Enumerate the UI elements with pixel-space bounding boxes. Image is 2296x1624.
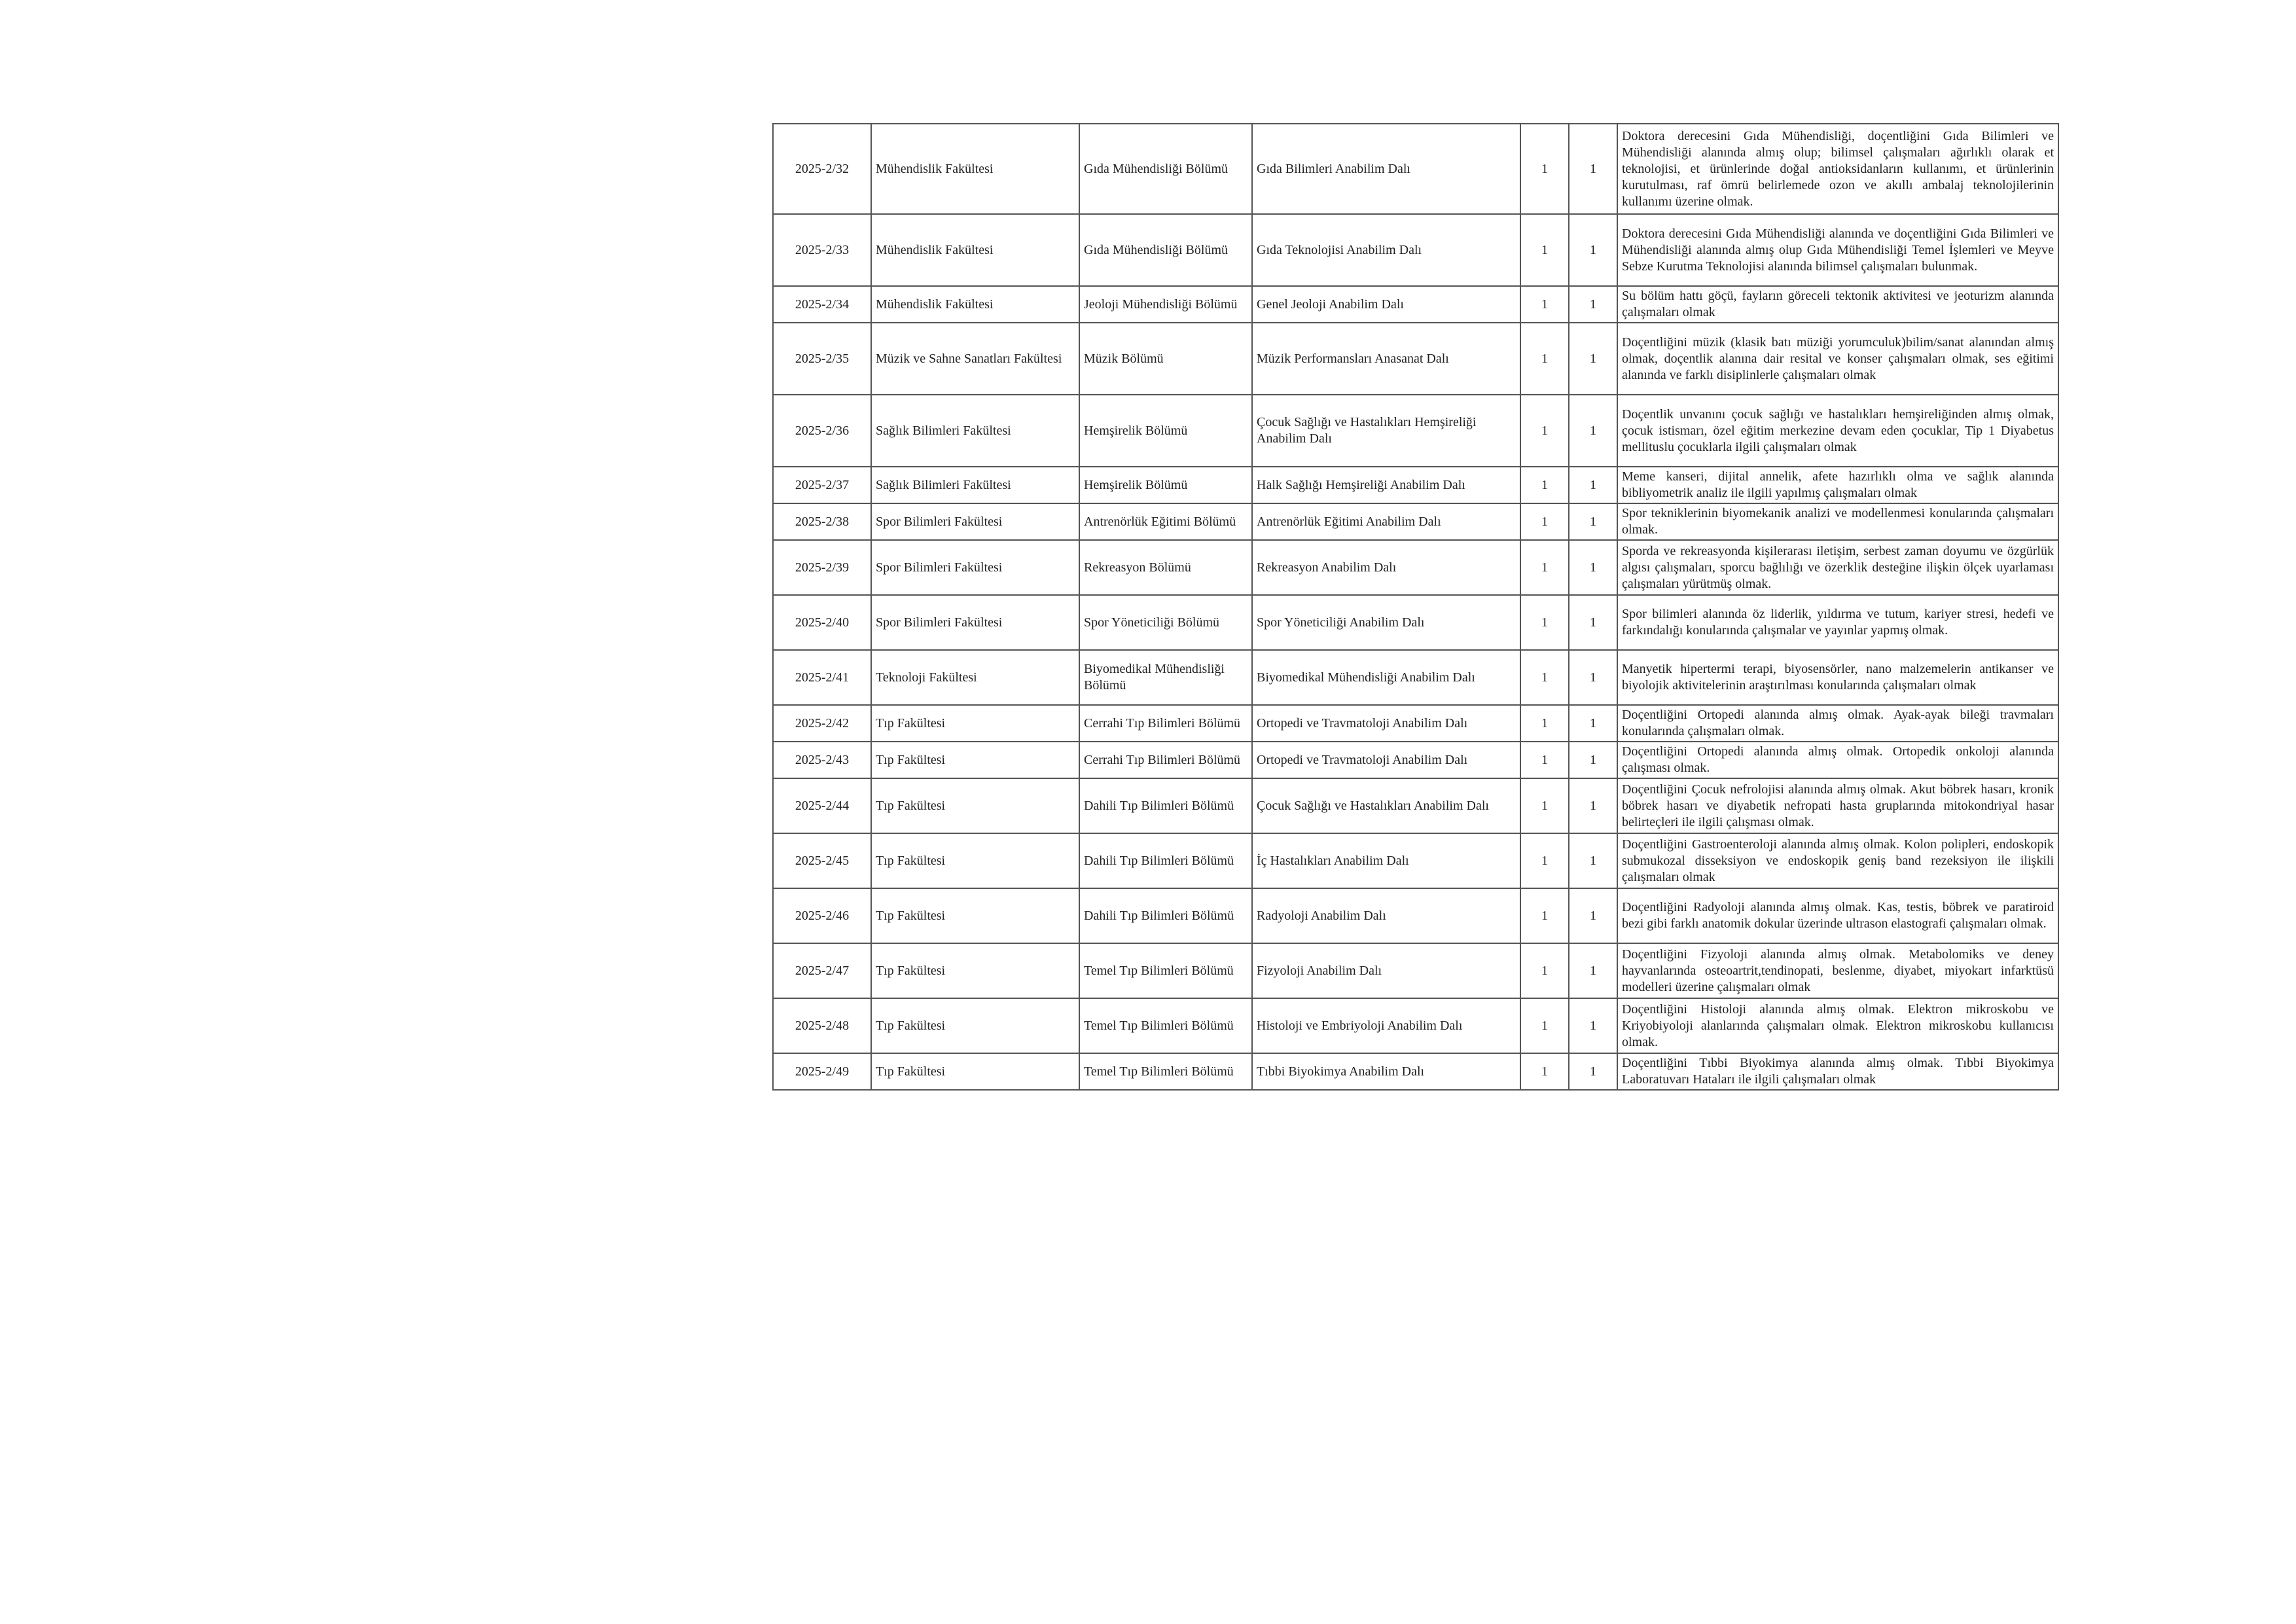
anabilim-dali-cell: Çocuk Sağlığı ve Hastalıkları Hemşireliği Anabilim Dalı — [1252, 395, 1520, 467]
ilan-no-cell: 2025-2/34 — [773, 286, 871, 323]
bolum-cell: Dahili Tıp Bilimleri Bölümü — [1079, 888, 1252, 943]
bolum-cell: Antrenörlük Eğitimi Bölümü — [1079, 503, 1252, 540]
kadro-cell: 1 — [1520, 595, 1569, 650]
anabilim-dali-cell: Histoloji ve Embriyoloji Anabilim Dalı — [1252, 998, 1520, 1053]
adet-cell: 1 — [1569, 998, 1617, 1053]
fakulte-cell: Spor Bilimleri Fakültesi — [871, 540, 1079, 595]
table-row — [773, 705, 2058, 742]
adet-cell: 1 — [1569, 778, 1617, 833]
aciklama-cell: Doçentliğini Histoloji alanında almış olmak. Elektron mikroskobu ve Kriyobiyoloji alanlarında çalışmaları olmak. Elektron mikroskobu kullanıcısı olmak. — [1617, 998, 2058, 1053]
kadro-cell: 1 — [1520, 395, 1569, 467]
kadro-cell: 1 — [1520, 1053, 1569, 1090]
adet-cell: 1 — [1569, 286, 1617, 323]
ilan-no-cell: 2025-2/44 — [773, 778, 871, 833]
fakulte-cell: Tıp Fakültesi — [871, 1053, 1079, 1090]
anabilim-dali-cell: Gıda Teknolojisi Anabilim Dalı — [1252, 214, 1520, 286]
ilan-no-cell: 2025-2/45 — [773, 833, 871, 888]
aciklama-cell: Doçentliğini Çocuk nefrolojisi alanında almış olmak. Akut böbrek hasarı, kronik böbrek hasarı ve diyabetik nefropati hasta gruplarında mitokondriyal hasar belirteçleri ile ilgili çalışması olmak. — [1617, 778, 2058, 833]
aciklama-cell: Doçentliğini Radyoloji alanında almış olmak. Kas, testis, böbrek ve paratiroid bezi gibi farklı anatomik dokular üzerinde ultrason elastografi çalışmaları olmak. — [1617, 888, 2058, 943]
adet-cell: 1 — [1569, 214, 1617, 286]
bolum-cell: Hemşirelik Bölümü — [1079, 467, 1252, 503]
table-row — [773, 214, 2058, 286]
adet-cell: 1 — [1569, 650, 1617, 705]
fakulte-cell: Teknoloji Fakültesi — [871, 650, 1079, 705]
ilan-no-cell: 2025-2/37 — [773, 467, 871, 503]
bolum-cell: Cerrahi Tıp Bilimleri Bölümü — [1079, 705, 1252, 742]
ilan-no-cell: 2025-2/39 — [773, 540, 871, 595]
adet-cell: 1 — [1569, 540, 1617, 595]
table-row — [773, 595, 2058, 650]
aciklama-cell: Doçentliğini Ortopedi alanında almış olmak. Ayak-ayak bileği travmaları konularında çalışmaları olmak. — [1617, 705, 2058, 742]
table-row — [773, 323, 2058, 395]
fakulte-cell: Tıp Fakültesi — [871, 943, 1079, 998]
ilan-no-cell: 2025-2/36 — [773, 395, 871, 467]
aciklama-cell: Spor bilimleri alanında öz liderlik, yıldırma ve tutum, kariyer stresi, hedefi ve farkındalığı konularında çalışmalar ve yayınlar yapmış olmak. — [1617, 595, 2058, 650]
bolum-cell: Biyomedikal Mühendisliği Bölümü — [1079, 650, 1252, 705]
table-row — [773, 395, 2058, 467]
position-table-body — [773, 124, 2058, 1090]
table-row — [773, 286, 2058, 323]
ilan-no-cell: 2025-2/47 — [773, 943, 871, 998]
ilan-no-cell: 2025-2/40 — [773, 595, 871, 650]
kadro-cell: 1 — [1520, 286, 1569, 323]
aciklama-cell: Meme kanseri, dijital annelik, afete hazırlıklı olma ve sağlık alanında bibliyometrik analiz ile ilgili yapılmış çalışmaları olmak — [1617, 467, 2058, 503]
aciklama-cell: Sporda ve rekreasyonda kişilerarası iletişim, serbest zaman doyumu ve özgürlük algısı çalışmaları, sporcu bağlılığı ve özerklik desteğine ilişkin ölçek uyarlaması çalışmaları yürütmüş olmak. — [1617, 540, 2058, 595]
anabilim-dali-cell: Spor Yöneticiliği Anabilim Dalı — [1252, 595, 1520, 650]
ilan-no-cell: 2025-2/41 — [773, 650, 871, 705]
anabilim-dali-cell: Fizyoloji Anabilim Dalı — [1252, 943, 1520, 998]
bolum-cell: Gıda Mühendisliği Bölümü — [1079, 214, 1252, 286]
ilan-no-cell: 2025-2/38 — [773, 503, 871, 540]
bolum-cell: Gıda Mühendisliği Bölümü — [1079, 124, 1252, 214]
bolum-cell: Rekreasyon Bölümü — [1079, 540, 1252, 595]
bolum-cell: Dahili Tıp Bilimleri Bölümü — [1079, 833, 1252, 888]
kadro-cell: 1 — [1520, 742, 1569, 778]
anabilim-dali-cell: Müzik Performansları Anasanat Dalı — [1252, 323, 1520, 395]
bolum-cell: Spor Yöneticiliği Bölümü — [1079, 595, 1252, 650]
adet-cell: 1 — [1569, 943, 1617, 998]
aciklama-cell: Doçentlik unvanını çocuk sağlığı ve hastalıkları hemşireliğinden almış olmak, çocuk istismarı, özel eğitim merkezine devam eden çocuklar, Tip 1 Diyabetus mellituslu çocuklarla ilgili çalışmaları olmak — [1617, 395, 2058, 467]
ilan-no-cell: 2025-2/42 — [773, 705, 871, 742]
table-row — [773, 742, 2058, 778]
adet-cell: 1 — [1569, 467, 1617, 503]
fakulte-cell: Mühendislik Fakültesi — [871, 124, 1079, 214]
table-row — [773, 943, 2058, 998]
fakulte-cell: Müzik ve Sahne Sanatları Fakültesi — [871, 323, 1079, 395]
fakulte-cell: Sağlık Bilimleri Fakültesi — [871, 395, 1079, 467]
anabilim-dali-cell: Çocuk Sağlığı ve Hastalıkları Anabilim Dalı — [1252, 778, 1520, 833]
table-row — [773, 888, 2058, 943]
fakulte-cell: Tıp Fakültesi — [871, 778, 1079, 833]
anabilim-dali-cell: Gıda Bilimleri Anabilim Dalı — [1252, 124, 1520, 214]
anabilim-dali-cell: Tıbbi Biyokimya Anabilim Dalı — [1252, 1053, 1520, 1090]
kadro-cell: 1 — [1520, 888, 1569, 943]
aciklama-cell: Manyetik hipertermi terapi, biyosensörler, nano malzemelerin antikanser ve biyolojik aktivitelerinin araştırılması konularında çalışmaları olmak — [1617, 650, 2058, 705]
table-row — [773, 124, 2058, 214]
kadro-cell: 1 — [1520, 833, 1569, 888]
aciklama-cell: Doçentliğini Tıbbi Biyokimya alanında almış olmak. Tıbbi Biyokimya Laboratuvarı Hataları ile ilgili çalışmaları olmak — [1617, 1053, 2058, 1090]
table-row — [773, 650, 2058, 705]
aciklama-cell: Doktora derecesini Gıda Mühendisliği, doçentliğini Gıda Bilimleri ve Mühendisliği alanında almış olup; bilimsel çalışmaları ağırlıklı olarak et teknolojisi, et ürünlerinde doğal antioksidanların kullanımı, et ürünlerinin kurutulması, raf ömrü belirlemede ozon ve akıllı ambalaj teknolojilerinin kullanımı üzerine olmak. — [1617, 124, 2058, 214]
position-table — [772, 123, 2059, 1091]
adet-cell: 1 — [1569, 323, 1617, 395]
adet-cell: 1 — [1569, 705, 1617, 742]
ilan-no-cell: 2025-2/43 — [773, 742, 871, 778]
fakulte-cell: Mühendislik Fakültesi — [871, 286, 1079, 323]
bolum-cell: Müzik Bölümü — [1079, 323, 1252, 395]
fakulte-cell: Tıp Fakültesi — [871, 888, 1079, 943]
adet-cell: 1 — [1569, 888, 1617, 943]
kadro-cell: 1 — [1520, 124, 1569, 214]
anabilim-dali-cell: Antrenörlük Eğitimi Anabilim Dalı — [1252, 503, 1520, 540]
kadro-cell: 1 — [1520, 705, 1569, 742]
ilan-no-cell: 2025-2/49 — [773, 1053, 871, 1090]
anabilim-dali-cell: Halk Sağlığı Hemşireliği Anabilim Dalı — [1252, 467, 1520, 503]
bolum-cell: Hemşirelik Bölümü — [1079, 395, 1252, 467]
anabilim-dali-cell: İç Hastalıkları Anabilim Dalı — [1252, 833, 1520, 888]
table-row — [773, 540, 2058, 595]
fakulte-cell: Sağlık Bilimleri Fakültesi — [871, 467, 1079, 503]
aciklama-cell: Doçentliğini müzik (klasik batı müziği yorumculuk)bilim/sanat alanından almış olmak, doçentlik alanına dair resital ve konser çalışmaları olmak, ses eğitimi alanında ve farklı disiplinlerle çalışmaları olmak — [1617, 323, 2058, 395]
bolum-cell: Temel Tıp Bilimleri Bölümü — [1079, 998, 1252, 1053]
fakulte-cell: Tıp Fakültesi — [871, 742, 1079, 778]
kadro-cell: 1 — [1520, 503, 1569, 540]
kadro-cell: 1 — [1520, 323, 1569, 395]
ilan-no-cell: 2025-2/33 — [773, 214, 871, 286]
bolum-cell: Temel Tıp Bilimleri Bölümü — [1079, 943, 1252, 998]
adet-cell: 1 — [1569, 742, 1617, 778]
fakulte-cell: Spor Bilimleri Fakültesi — [871, 595, 1079, 650]
table-row — [773, 503, 2058, 540]
aciklama-cell: Doçentliğini Ortopedi alanında almış olmak. Ortopedik onkoloji alanında çalışması olmak. — [1617, 742, 2058, 778]
fakulte-cell: Spor Bilimleri Fakültesi — [871, 503, 1079, 540]
anabilim-dali-cell: Radyoloji Anabilim Dalı — [1252, 888, 1520, 943]
adet-cell: 1 — [1569, 503, 1617, 540]
anabilim-dali-cell: Rekreasyon Anabilim Dalı — [1252, 540, 1520, 595]
adet-cell: 1 — [1569, 124, 1617, 214]
ilan-no-cell: 2025-2/32 — [773, 124, 871, 214]
anabilim-dali-cell: Genel Jeoloji Anabilim Dalı — [1252, 286, 1520, 323]
adet-cell: 1 — [1569, 395, 1617, 467]
kadro-cell: 1 — [1520, 540, 1569, 595]
kadro-cell: 1 — [1520, 998, 1569, 1053]
table-row — [773, 998, 2058, 1053]
kadro-cell: 1 — [1520, 650, 1569, 705]
table-row — [773, 833, 2058, 888]
adet-cell: 1 — [1569, 595, 1617, 650]
fakulte-cell: Tıp Fakültesi — [871, 833, 1079, 888]
fakulte-cell: Tıp Fakültesi — [871, 998, 1079, 1053]
anabilim-dali-cell: Biyomedikal Mühendisliği Anabilim Dalı — [1252, 650, 1520, 705]
kadro-cell: 1 — [1520, 467, 1569, 503]
kadro-cell: 1 — [1520, 778, 1569, 833]
anabilim-dali-cell: Ortopedi ve Travmatoloji Anabilim Dalı — [1252, 705, 1520, 742]
fakulte-cell: Tıp Fakültesi — [871, 705, 1079, 742]
ilan-no-cell: 2025-2/46 — [773, 888, 871, 943]
table-row — [773, 467, 2058, 503]
bolum-cell: Dahili Tıp Bilimleri Bölümü — [1079, 778, 1252, 833]
adet-cell: 1 — [1569, 833, 1617, 888]
ilan-no-cell: 2025-2/48 — [773, 998, 871, 1053]
ilan-no-cell: 2025-2/35 — [773, 323, 871, 395]
fakulte-cell: Mühendislik Fakültesi — [871, 214, 1079, 286]
table-row — [773, 778, 2058, 833]
aciklama-cell: Doçentliğini Fizyoloji alanında almış olmak. Metabolomiks ve deney hayvanlarında osteoartrit,tendinopati, beslenme, diyabet, miyokart infarktüsü modelleri üzerine çalışmaları olmak — [1617, 943, 2058, 998]
bolum-cell: Jeoloji Mühendisliği Bölümü — [1079, 286, 1252, 323]
table-row — [773, 1053, 2058, 1090]
kadro-cell: 1 — [1520, 943, 1569, 998]
bolum-cell: Cerrahi Tıp Bilimleri Bölümü — [1079, 742, 1252, 778]
adet-cell: 1 — [1569, 1053, 1617, 1090]
kadro-cell: 1 — [1520, 214, 1569, 286]
aciklama-cell: Su bölüm hattı göçü, fayların göreceli tektonik aktivitesi ve jeoturizm alanında çalışmaları olmak — [1617, 286, 2058, 323]
aciklama-cell: Doktora derecesini Gıda Mühendisliği alanında ve doçentliğini Gıda Bilimleri ve Mühendisliği alanında almış olup Gıda Mühendisliği Temel İşlemleri ve Meyve Sebze Kurutma Teknolojisi alanında bilimsel çalışmaları bulunmak. — [1617, 214, 2058, 286]
anabilim-dali-cell: Ortopedi ve Travmatoloji Anabilim Dalı — [1252, 742, 1520, 778]
aciklama-cell: Spor tekniklerinin biyomekanik analizi ve modellenmesi konularında çalışmaları olmak. — [1617, 503, 2058, 540]
bolum-cell: Temel Tıp Bilimleri Bölümü — [1079, 1053, 1252, 1090]
aciklama-cell: Doçentliğini Gastroenteroloji alanında almış olmak. Kolon polipleri, endoskopik submukozal disseksiyon ve endoskopik geniş band rezeksiyon ile ilişkili çalışmaları olmak — [1617, 833, 2058, 888]
